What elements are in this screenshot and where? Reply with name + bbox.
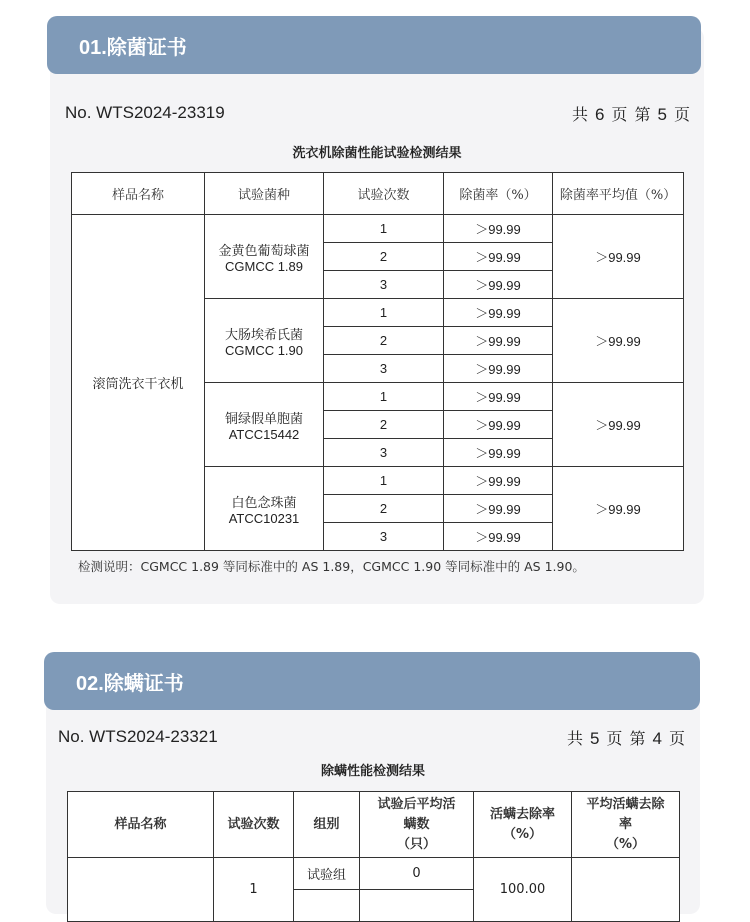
group-cell: 试验组 (294, 858, 360, 890)
doc-meta-row (58, 726, 686, 748)
section-header-sterilization (47, 16, 701, 74)
table-header-row (72, 173, 684, 215)
doc-number: No. WTS2024-23319 (65, 103, 225, 122)
table-title: 洗衣机除菌性能试验检测结果 (292, 145, 462, 160)
table-row (68, 858, 680, 890)
strain-cell: 大肠埃希氏菌 CGMCC 1.90 (205, 299, 324, 383)
average-cell: ＞99.99 (553, 467, 684, 551)
section-header-mite-removal (44, 652, 700, 710)
page-indicator: 共 5 页 第 4 页 (566, 728, 686, 748)
trial-number-cell: 1 (324, 299, 444, 327)
rate-cell: ＞99.99 (444, 299, 553, 327)
section-title: 01.除菌证书 (79, 36, 187, 59)
mite-count-cell (360, 890, 474, 922)
trial-number-cell: 3 (324, 355, 444, 383)
column-header: 试验次数 (214, 792, 294, 858)
average-cell: ＞99.99 (553, 383, 684, 467)
average-cell: ＞99.99 (553, 299, 684, 383)
column-header: 平均活螨去除 率 （%） (572, 792, 680, 858)
column-header: 试验菌种 (205, 173, 324, 215)
trial-number-cell: 2 (324, 243, 444, 271)
rate-cell: ＞99.99 (444, 215, 553, 243)
rate-cell: ＞99.99 (444, 467, 553, 495)
doc-meta-row (65, 102, 691, 124)
page-indicator: 共 6 页 第 5 页 (571, 104, 691, 124)
sterilization-results-table (71, 172, 684, 551)
strain-cell: 金黄色葡萄球菌 CGMCC 1.89 (205, 215, 324, 299)
table-row (72, 215, 684, 243)
removal-rate-cell: 100.00 (474, 858, 572, 922)
rate-cell: ＞99.99 (444, 327, 553, 355)
column-header: 活螨去除率 （%） (474, 792, 572, 858)
rate-cell: ＞99.99 (444, 383, 553, 411)
sample-name-cell: 滚筒洗衣干衣机 (72, 215, 205, 551)
trial-number-cell: 1 (324, 467, 444, 495)
column-header: 试验后平均活 螨数 （只） (360, 792, 474, 858)
average-rate-cell (572, 858, 680, 922)
sample-name-cell (68, 858, 214, 922)
section-title: 02.除螨证书 (76, 672, 184, 695)
rate-cell: ＞99.99 (444, 411, 553, 439)
rate-cell: ＞99.99 (444, 355, 553, 383)
trial-number-cell: 2 (324, 495, 444, 523)
table-header-row (68, 792, 680, 858)
doc-number: No. WTS2024-23321 (58, 727, 218, 746)
trial-number-cell: 3 (324, 439, 444, 467)
column-header: 除菌率平均值（%） (553, 173, 684, 215)
trial-number-cell: 1 (324, 215, 444, 243)
column-header: 组别 (294, 792, 360, 858)
strain-cell: 白色念珠菌 ATCC10231 (205, 467, 324, 551)
group-cell (294, 890, 360, 922)
rate-cell: ＞99.99 (444, 271, 553, 299)
trial-number-cell: 1 (214, 858, 294, 922)
mite-removal-results-table (67, 791, 680, 922)
column-header: 样品名称 (68, 792, 214, 858)
mite-count-cell: 0 (360, 858, 474, 890)
test-note: 检测说明：CGMCC 1.89 等同标准中的 AS 1.89，CGMCC 1.90 等同标准中的 AS 1.90。 (78, 559, 585, 574)
rate-cell: ＞99.99 (444, 495, 553, 523)
rate-cell: ＞99.99 (444, 523, 553, 551)
trial-number-cell: 3 (324, 523, 444, 551)
trial-number-cell: 2 (324, 411, 444, 439)
rate-cell: ＞99.99 (444, 243, 553, 271)
trial-number-cell: 3 (324, 271, 444, 299)
trial-number-cell: 1 (324, 383, 444, 411)
column-header: 试验次数 (324, 173, 444, 215)
table-title: 除螨性能检测结果 (320, 763, 425, 778)
rate-cell: ＞99.99 (444, 439, 553, 467)
average-cell: ＞99.99 (553, 215, 684, 299)
column-header: 除菌率（%） (444, 173, 553, 215)
strain-cell: 铜绿假单胞菌 ATCC15442 (205, 383, 324, 467)
column-header: 样品名称 (72, 173, 205, 215)
trial-number-cell: 2 (324, 327, 444, 355)
